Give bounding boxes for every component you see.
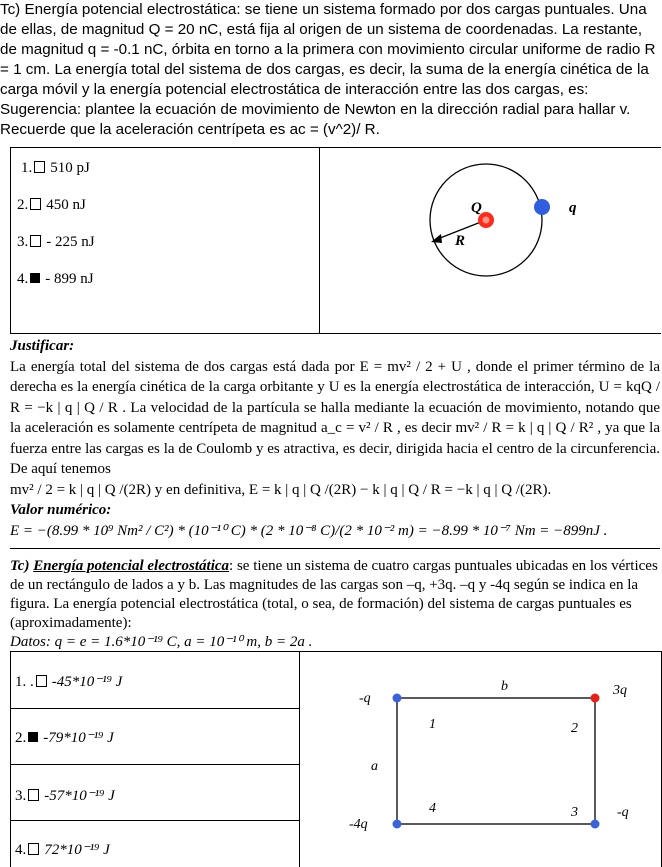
charge-4 bbox=[393, 820, 402, 829]
q1-option-1[interactable]: 1. 510 pJ bbox=[21, 160, 90, 176]
label-b: b bbox=[501, 679, 508, 694]
problem-statement: Tc) Energía potencial electrostática: se tiene un sistema formado por dos cargas puntuales. Una de ellas, de magnitud Q = 20 nC, está fija al origen de un sistema de coordenadas. La restante, de magnitud q = -0.1 nC, órbita en torno a la primera con movimiento circular uniforme de radio R = 1 cm. La energía total del sistema de dos cargas, es decir, la suma de la energía cinética de la carga móvil y la energía potencial electrostática de interacción entre las dos cargas, es: Sugerencia: plantee la ecuación de movimiento de Newton en la dirección radial para hallar v. Recuerde que la aceleración centrípeta es ac = (v^2)/ R. bbox=[0, 1, 656, 138]
label-Q: Q bbox=[471, 200, 482, 216]
row-divider bbox=[11, 820, 299, 821]
checkbox-filled-icon[interactable] bbox=[30, 273, 40, 283]
q1-option-2[interactable]: 2. 450 nJ bbox=[17, 197, 86, 213]
q2-datos: Datos: q = e = 1.6*10⁻¹⁹ C, a = 10⁻¹⁰ m, b = 2a . bbox=[10, 634, 313, 650]
row-divider bbox=[11, 764, 299, 765]
vertex-4: 4 bbox=[429, 801, 436, 816]
rectangle-charges-diagram bbox=[341, 672, 641, 852]
q2-option-2[interactable]: 2. -79*10⁻¹⁹ J bbox=[15, 730, 114, 746]
orbit-diagram bbox=[411, 158, 611, 323]
q2-option-3[interactable]: 3. -57*10⁻¹⁹ J bbox=[15, 788, 115, 804]
checkbox-empty-icon[interactable] bbox=[28, 789, 39, 801]
q2-option-1[interactable]: 1. . -45*10⁻¹⁹ J bbox=[15, 674, 123, 690]
checkbox-empty-icon[interactable] bbox=[34, 161, 45, 173]
checkbox-empty-icon[interactable] bbox=[30, 235, 41, 247]
q1-option-4[interactable]: 4. - 899 nJ bbox=[17, 271, 94, 287]
numeric-value: E = −(8.99 * 10⁹ Nm² / C²) * (10⁻¹⁰ C) * (2 * 10⁻⁸ C)/(2 * 10⁻² m) = −8.99 * 10⁻⁷ Nm = −899nJ . bbox=[10, 522, 608, 539]
question2-statement bbox=[10, 557, 660, 652]
q2-text: : se tiene un sistema de cuatro cargas puntuales ubicadas en los vértices de un rectángulo de lados a y b. Las magnitudes de las cargas son –q, +3q. –q y -4q según se indica en la figura. La energía potencial electrostática (total, o sea, de formación) del sistema de cargas puntuales es (aproximadamente): bbox=[10, 558, 658, 631]
charge-2 bbox=[591, 694, 600, 703]
label-a: a bbox=[371, 759, 378, 774]
justification bbox=[10, 332, 660, 541]
row-divider bbox=[11, 708, 299, 709]
section-divider bbox=[10, 548, 660, 549]
vertex-3: 3 bbox=[571, 805, 578, 820]
label-charge-2: 3q bbox=[613, 683, 627, 698]
label-charge-4: -4q bbox=[349, 817, 368, 832]
checkbox-empty-icon[interactable] bbox=[36, 675, 47, 687]
question2-box bbox=[10, 651, 662, 867]
justify-title: Justificar: bbox=[10, 338, 75, 354]
label-q: q bbox=[569, 200, 577, 216]
charge-q bbox=[534, 199, 550, 215]
label-charge-1: -q bbox=[359, 691, 371, 706]
question1-box bbox=[10, 147, 661, 334]
vertex-1: 1 bbox=[429, 717, 436, 732]
label-R: R bbox=[455, 233, 466, 249]
charge-Q-highlight bbox=[483, 217, 490, 224]
divider bbox=[299, 652, 300, 867]
numeric-title: Valor numérico: bbox=[10, 502, 112, 518]
charge-3 bbox=[591, 820, 600, 829]
q2-title: Energía potencial electrostática bbox=[33, 558, 230, 574]
q2-label: Tc) bbox=[10, 558, 30, 574]
divider bbox=[319, 148, 320, 333]
checkbox-empty-icon[interactable] bbox=[28, 843, 39, 855]
justify-paragraph: La energía total del sistema de dos cargas está dada por E = mv² / 2 + U , donde el primer término de la derecha es la energía cinética de la carga orbitante y U es la energía electrostática de interacción, U = kqQ / R = −k | q | Q / R . La velocidad de la partícula se halla mediante la ecuación de movimiento, notando que la aceleración es solamente centrípeta de magnitud a_c = v² / R , es decir mv² / R = k | q | Q / R² , ya que la fuerza entre las cargas es la de Coulomb y es atractiva, es decir, dirigida hacia el centro de la circunferencia. De aquí tenemos bbox=[10, 358, 660, 477]
charge-1 bbox=[393, 694, 402, 703]
label-charge-3: -q bbox=[617, 805, 629, 820]
checkbox-empty-icon[interactable] bbox=[30, 198, 41, 210]
vertex-2: 2 bbox=[571, 721, 578, 736]
checkbox-filled-icon[interactable] bbox=[28, 732, 38, 742]
q2-option-4[interactable]: 4. 72*10⁻¹⁹ J bbox=[15, 842, 110, 858]
rectangle bbox=[397, 698, 595, 824]
justify-result: mv² / 2 = k | q | Q /(2R) y en definitiva, E = k | q | Q /(2R) − k | q | Q / R = −k | q | Q /(2R). bbox=[10, 481, 552, 498]
q1-option-3[interactable]: 3. - 225 nJ bbox=[17, 234, 95, 250]
